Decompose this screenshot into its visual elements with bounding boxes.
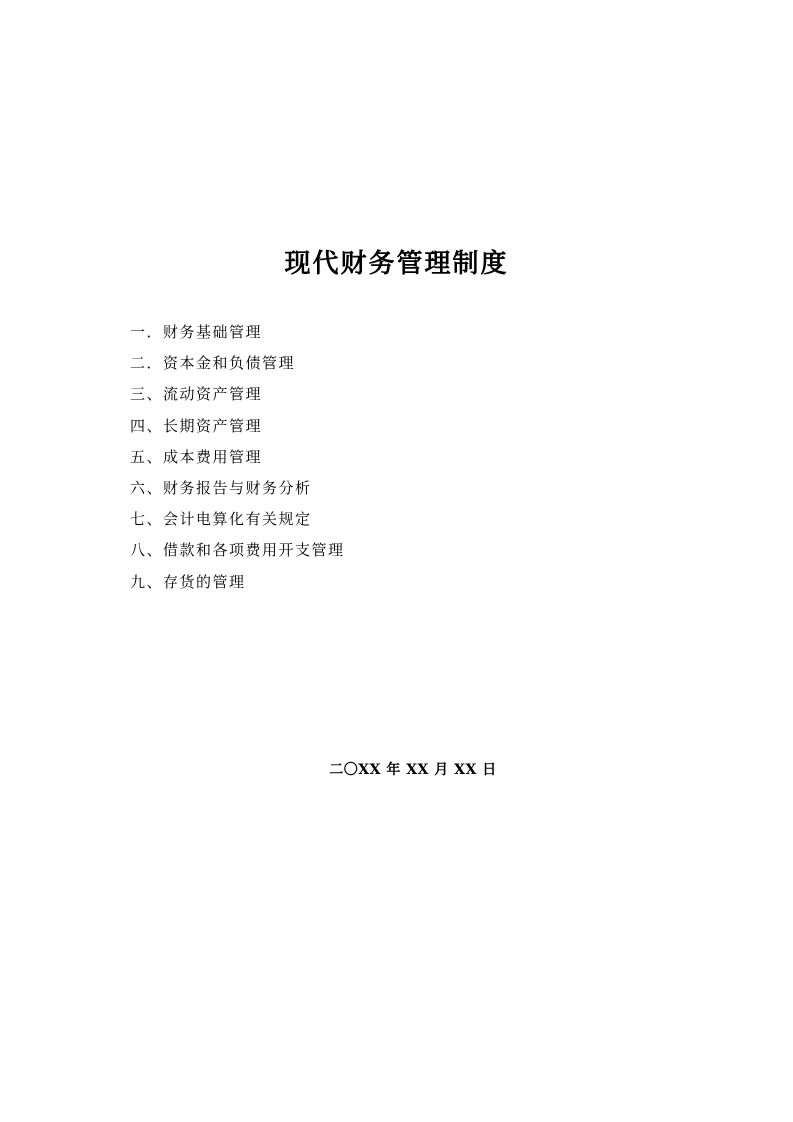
table-of-contents (130, 320, 650, 601)
document-date: 二〇XX 年 XX 月 XX 日 (329, 762, 497, 778)
document-title: 现代财务管理制度 (284, 249, 509, 279)
toc-item-3: 三、流动资产管理 (130, 385, 263, 404)
toc-item-4: 四、长期资产管理 (130, 416, 263, 435)
toc-item-2: 二．资本金和负债管理 (130, 354, 296, 373)
toc-item-1: 一．财务基础管理 (130, 323, 263, 341)
toc-item-8: 八、借款和各项费用开支管理 (130, 541, 345, 560)
toc-item-6: 六、财务报告与财务分析 (130, 478, 312, 497)
toc-item-7: 七、会计电算化有关规定 (130, 510, 312, 529)
toc-item-5: 五、成本费用管理 (130, 447, 263, 466)
toc-item-9: 九、存货的管理 (130, 572, 246, 591)
